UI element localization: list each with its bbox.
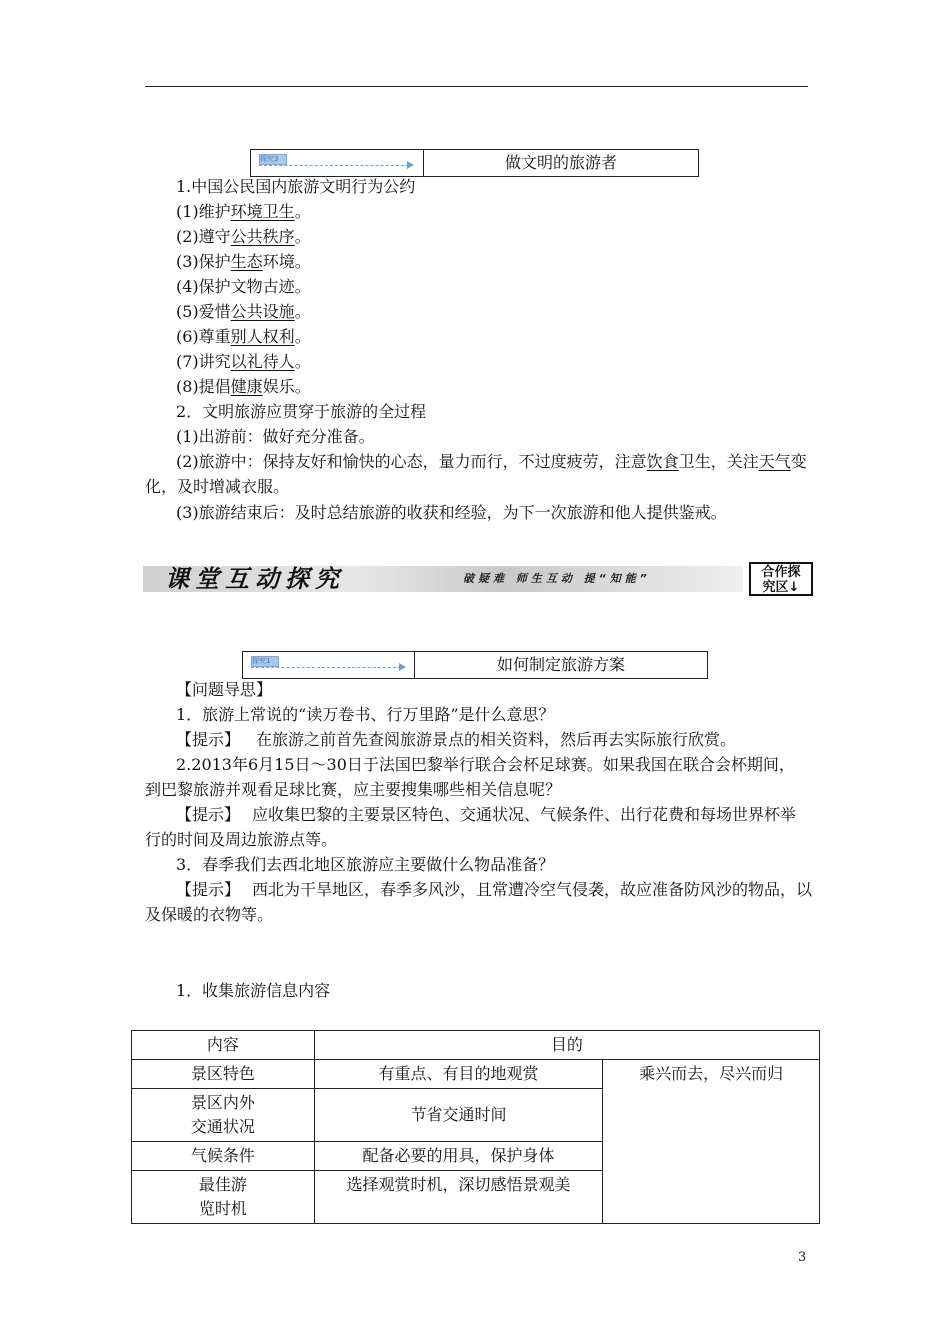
section-title: 做文明的旅游者 bbox=[504, 153, 617, 172]
question: 1．旅游上常说的“读万卷书、行万里路”是什么意思？ bbox=[176, 705, 555, 724]
answer: 【提示】 应收集巴黎的主要景区特色、交通状况、气候条件、出行花费和每场世界杯举 bbox=[176, 805, 797, 824]
answer: 行的时间及周边旅游点等。 bbox=[145, 830, 338, 849]
table-cell: 选择观赏时机，深切感悟景观美 bbox=[314, 1171, 603, 1224]
list-item: (1)维护环境卫生。 bbox=[176, 202, 311, 221]
answer: 【提示】 在旅游之前首先查阅旅游景点的相关资料，然后再去实际旅行欣赏。 bbox=[176, 730, 737, 749]
list-item: (4)保护文物古迹。 bbox=[176, 277, 311, 296]
header-rule bbox=[145, 86, 808, 87]
table-header-row bbox=[132, 1031, 820, 1060]
question: 到巴黎旅游并观看足球比赛，应主要搜集哪些相关信息呢？ bbox=[145, 780, 562, 799]
list-item: (8)提倡健康娱乐。 bbox=[176, 377, 311, 396]
section-tag bbox=[243, 652, 415, 678]
section-header-box bbox=[250, 149, 699, 177]
list-item: (7)讲究以礼待人。 bbox=[176, 352, 311, 371]
badge-line: 合作探 bbox=[761, 565, 801, 580]
tag-dashed-line bbox=[251, 667, 401, 668]
paragraph: (1)出游前：做好充分准备。 bbox=[176, 427, 375, 446]
list-item: (3)保护生态环境。 bbox=[176, 252, 311, 271]
page-number: 3 bbox=[798, 1250, 807, 1265]
section-tag-chip: 探究3 bbox=[259, 154, 287, 165]
heading: 1．收集旅游信息内容 bbox=[176, 981, 331, 1000]
table-cell: 最佳游 览时机 bbox=[132, 1171, 315, 1224]
list-item: (6)尊重别人权利。 bbox=[176, 327, 311, 346]
banner-badge bbox=[749, 562, 813, 596]
banner-subtitle: 破疑难 师生互动 提“知能” bbox=[463, 572, 651, 585]
table-cell: 有重点、有目的地观赏 bbox=[314, 1060, 603, 1089]
section-tag bbox=[251, 150, 424, 176]
info-table bbox=[131, 1030, 820, 1224]
list-item: (2)遵守公共秩序。 bbox=[176, 227, 311, 246]
answer: 及保暖的衣物等。 bbox=[145, 905, 274, 924]
tag-dashed-line bbox=[259, 165, 409, 166]
badge-line: 究区↓ bbox=[762, 580, 800, 595]
banner-title: 课堂互动探究 bbox=[165, 564, 345, 593]
heading: 1.中国公民国内旅游文明行为公约 bbox=[176, 177, 416, 196]
list-item: (5)爱惜公共设施。 bbox=[176, 302, 311, 321]
table-cell: 配备必要的用具，保护身体 bbox=[314, 1142, 603, 1171]
arrow-right-icon bbox=[399, 663, 406, 671]
paragraph: (2)旅游中：保持友好和愉快的心态，量力而行，不过度疲劳，注意饮食卫生，关注天气变 bbox=[176, 452, 807, 471]
section-header-box bbox=[242, 651, 708, 679]
section-tag-chip: 探究1 bbox=[251, 656, 279, 667]
question: 2.2013年6月15日～30日于法国巴黎举行联合会杯足球赛。如果我国在联合会杯期间， bbox=[176, 755, 795, 774]
table-cell: 气候条件 bbox=[132, 1142, 315, 1171]
table-cell: 景区特色 bbox=[132, 1060, 315, 1089]
answer: 【提示】 西北为干旱地区，春季多风沙，且常遭冷空气侵袭，故应准备防风沙的物品，以 bbox=[176, 880, 813, 899]
section-banner bbox=[143, 562, 815, 598]
section-title: 如何制定旅游方案 bbox=[496, 655, 625, 674]
paragraph: 化，及时增减衣服。 bbox=[145, 477, 290, 496]
arrow-right-icon bbox=[407, 161, 414, 169]
table-cell: 节省交通时间 bbox=[314, 1089, 603, 1142]
table-cell: 景区内外 交通状况 bbox=[132, 1089, 315, 1142]
subheading: 【问题导思】 bbox=[176, 680, 273, 699]
question: 3．春季我们去西北地区旅游应主要做什么物品准备？ bbox=[176, 855, 555, 874]
paragraph: (3)旅游结束后：及时总结旅游的收获和经验，为下一次旅游和他人提供鉴戒。 bbox=[176, 503, 727, 522]
table-header-cell: 目的 bbox=[314, 1031, 819, 1060]
table-merged-cell: 乘兴而去，尽兴而归 bbox=[603, 1060, 820, 1224]
table-header-cell: 内容 bbox=[132, 1031, 315, 1060]
heading: 2．文明旅游应贯穿于旅游的全过程 bbox=[176, 402, 427, 421]
table-row bbox=[132, 1060, 820, 1089]
